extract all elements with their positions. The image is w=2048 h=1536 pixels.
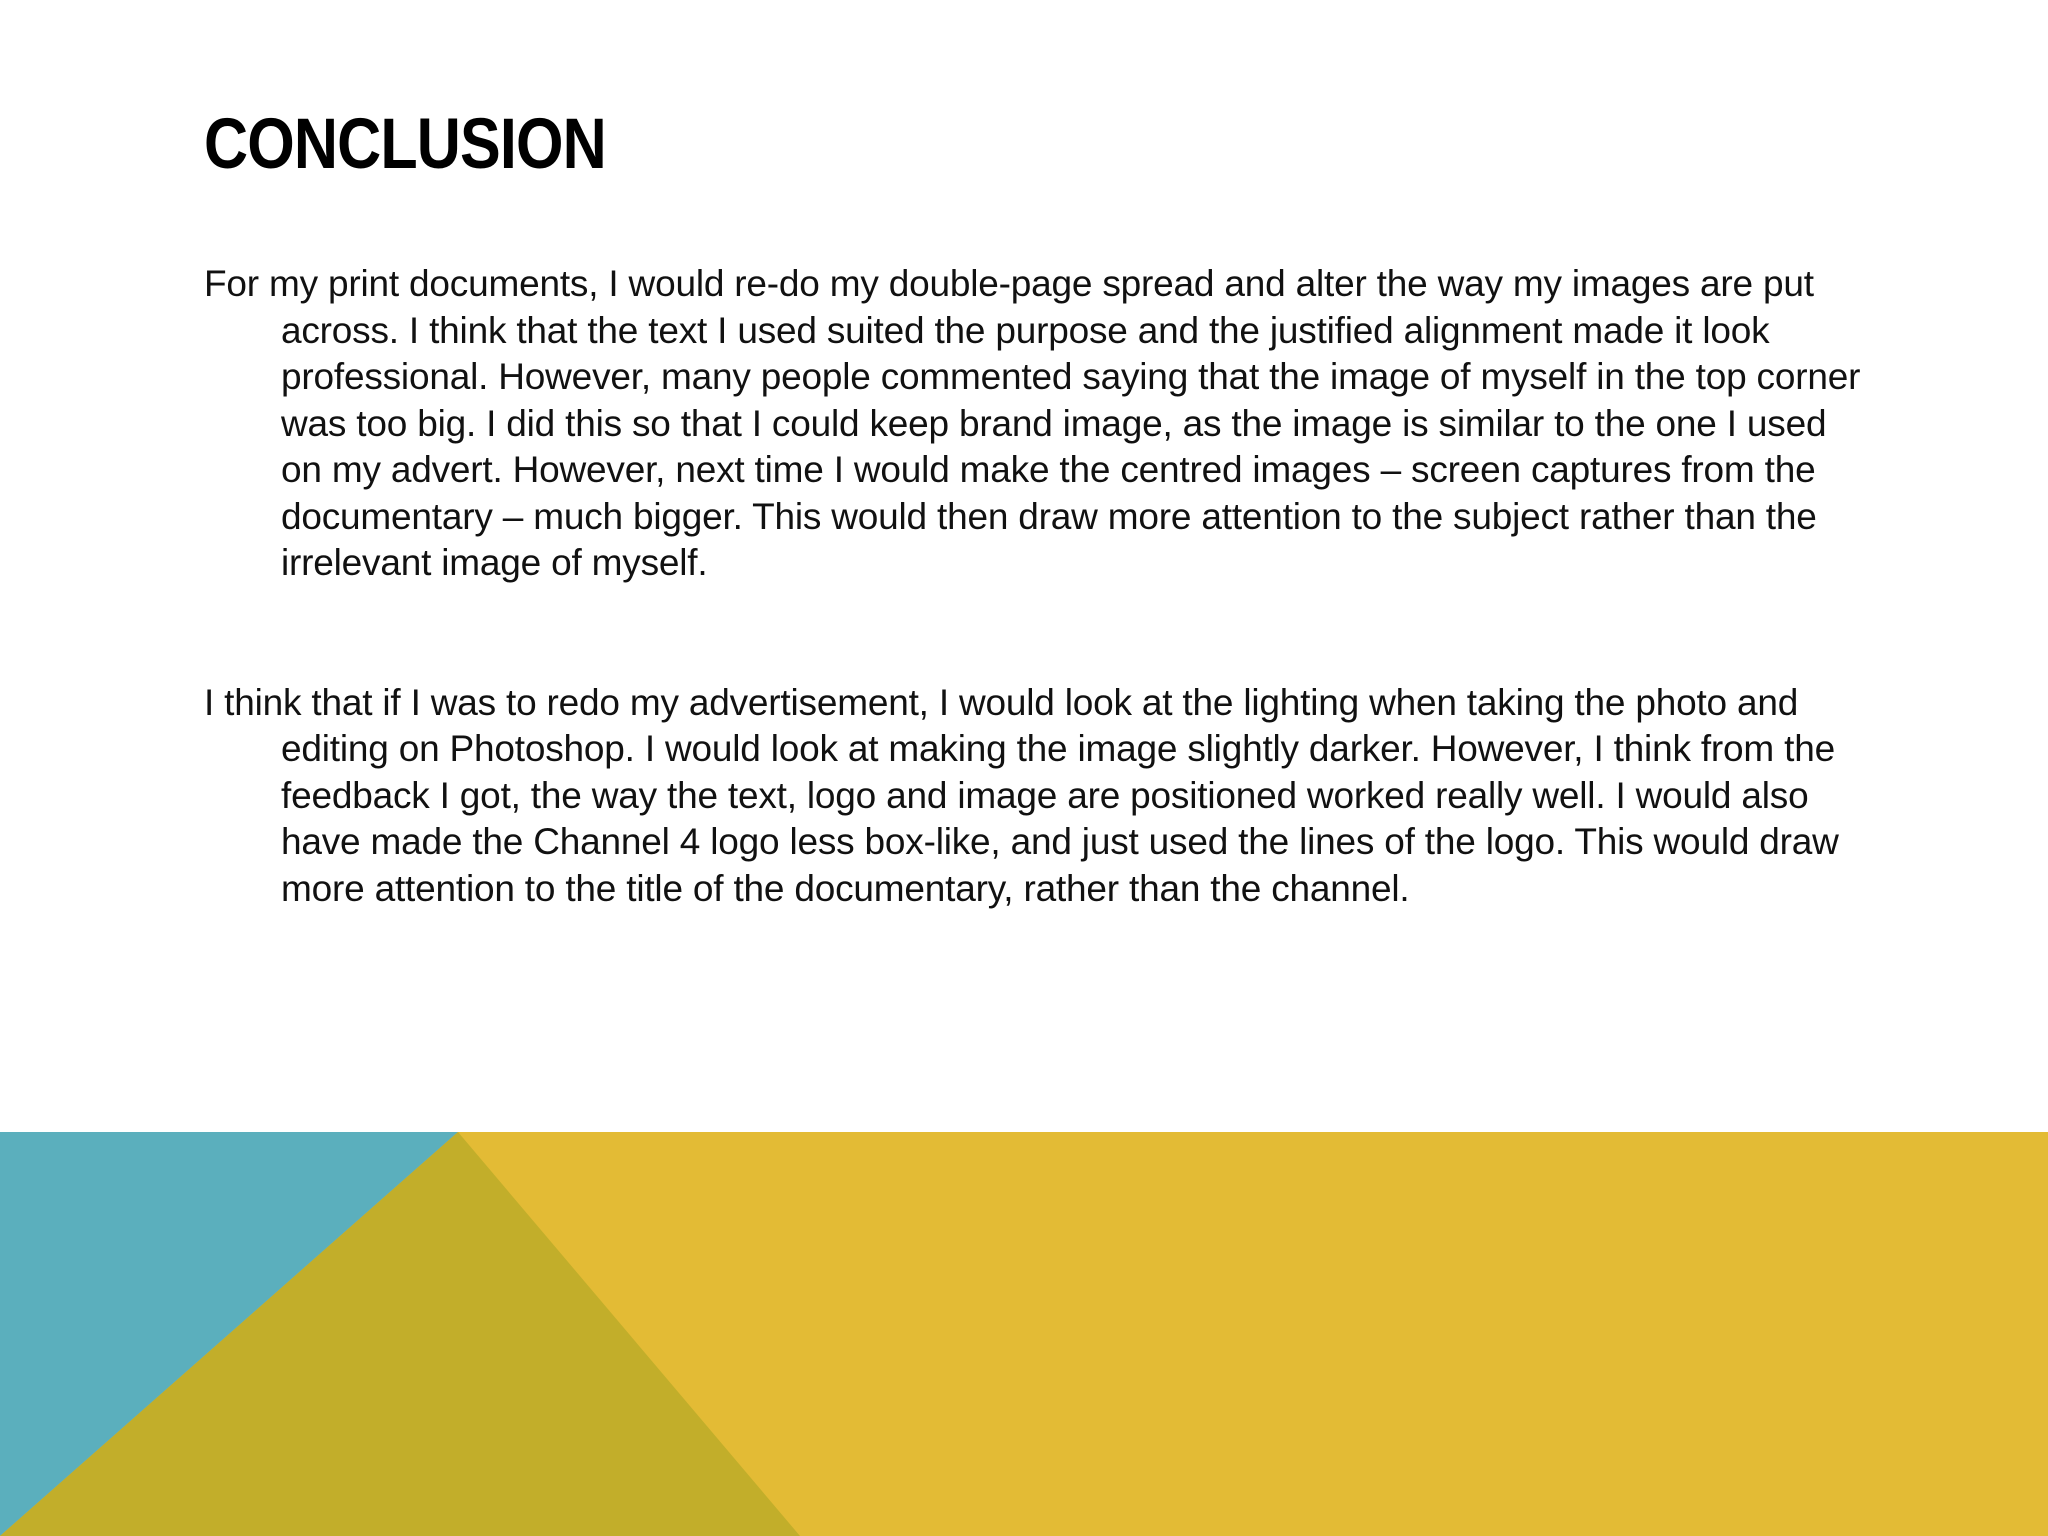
body-paragraph-advertisement: I think that if I was to redo my advertisement, I would look at the lighting when taking the photo and editing on Photoshop. I would look at making the image slightly darker. However, I think from the feedback I got, the way the text, logo and image are positioned worked really well. I would also have made the Channel 4 logo less box-like, and just used the lines of the logo. This would draw more attention to the title of the documentary, rather than the channel.	[204, 681, 1839, 909]
slide-body	[204, 261, 1864, 912]
slide-title: CONCLUSION	[204, 105, 606, 184]
decorative-banner	[0, 1132, 2048, 1536]
body-paragraph-print: For my print documents, I would re-do my double-page spread and alter the way my images are put across. I think that the text I used suited the purpose and the justified alignment made it look professional. However, many people commented saying that the image of myself in the top corner was too big. I did this so that I could keep brand image, as the image is similar to the one I used on my advert. However, next time I would make the centred images – screen captures from the documentary – much bigger. This would then draw more attention to the subject rather than the irrelevant image of myself.	[204, 263, 1861, 583]
